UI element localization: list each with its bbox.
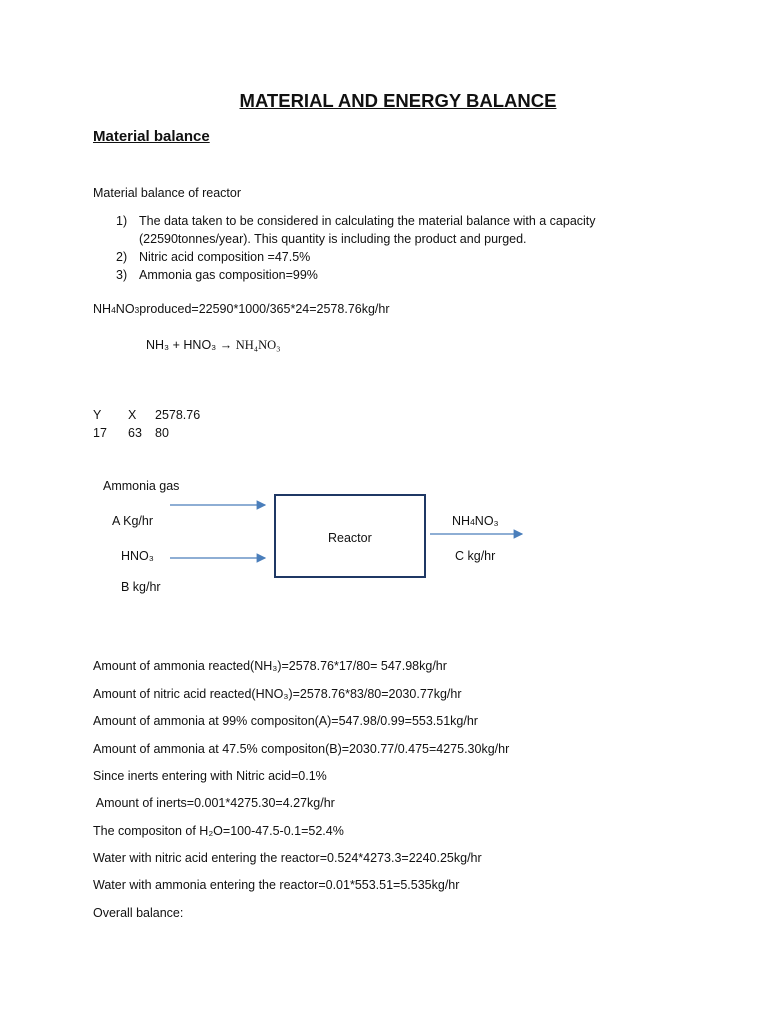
calc-line: Amount of inerts=0.001*4275.30=4.27kg/hr	[93, 796, 335, 810]
flow-a-label: A Kg/hr	[112, 514, 153, 528]
subsection-heading: Material balance of reactor	[93, 186, 241, 200]
section-heading: Material balance	[93, 128, 210, 145]
list-item: Nitric acid composition =47.5%	[139, 250, 311, 264]
list-item-number: 3)	[116, 268, 128, 282]
hno3-label: HNO₃	[121, 549, 154, 563]
page-title: MATERIAL AND ENERGY BALANCE	[239, 90, 557, 111]
calc-line: Amount of ammonia at 47.5% compositon(B)=2030.77/0.475=4275.30kg/hr	[93, 742, 510, 756]
production-line: NH4NO3produced=22590*1000/365*24=2578.76kg/hr	[93, 302, 390, 316]
calc-line: Amount of nitric acid reacted(HNO₃)=2578.76*83/80=2030.77kg/hr	[93, 687, 462, 701]
list-item: The data taken to be considered in calculating the material balance with a capacity	[139, 214, 596, 228]
product-label: NH4NO₃	[452, 514, 499, 528]
reaction-product: NH₄NO₃	[235, 338, 281, 352]
overall-balance-heading: Overall balance:	[93, 906, 184, 920]
calc-line: Water with ammonia entering the reactor=0.01*553.51=5.535kg/hr	[93, 878, 460, 892]
calc-line: The compositon of H₂O=100-47.5-0.1=52.4%	[93, 824, 344, 838]
reaction-reactants: NH₃ + HNO₃ →	[146, 338, 233, 352]
list-item-number: 2)	[116, 250, 128, 264]
calc-line: Amount of ammonia at 99% compositon(A)=547.98/0.99=553.51kg/hr	[93, 714, 478, 728]
list-item-continuation: (22590tonnes/year). This quantity is including the product and purged.	[139, 232, 527, 246]
calc-line: Since inerts entering with Nitric acid=0.1%	[93, 769, 327, 783]
ammonia-gas-label: Ammonia gas	[103, 479, 180, 493]
reactor-label: Reactor	[328, 531, 372, 545]
stoich-row: Y X 2578.76	[93, 408, 201, 422]
list-item-number: 1)	[116, 214, 128, 228]
flow-b-label: B kg/hr	[121, 580, 161, 594]
calc-line: Water with nitric acid entering the reactor=0.524*4273.3=2240.25kg/hr	[93, 851, 482, 865]
calc-line: Amount of ammonia reacted(NH₃)=2578.76*17/80= 547.98kg/hr	[93, 659, 447, 673]
list-item: Ammonia gas composition=99%	[139, 268, 318, 282]
flow-c-label: C kg/hr	[455, 549, 496, 563]
stoich-row: 17 63 80	[93, 426, 169, 440]
